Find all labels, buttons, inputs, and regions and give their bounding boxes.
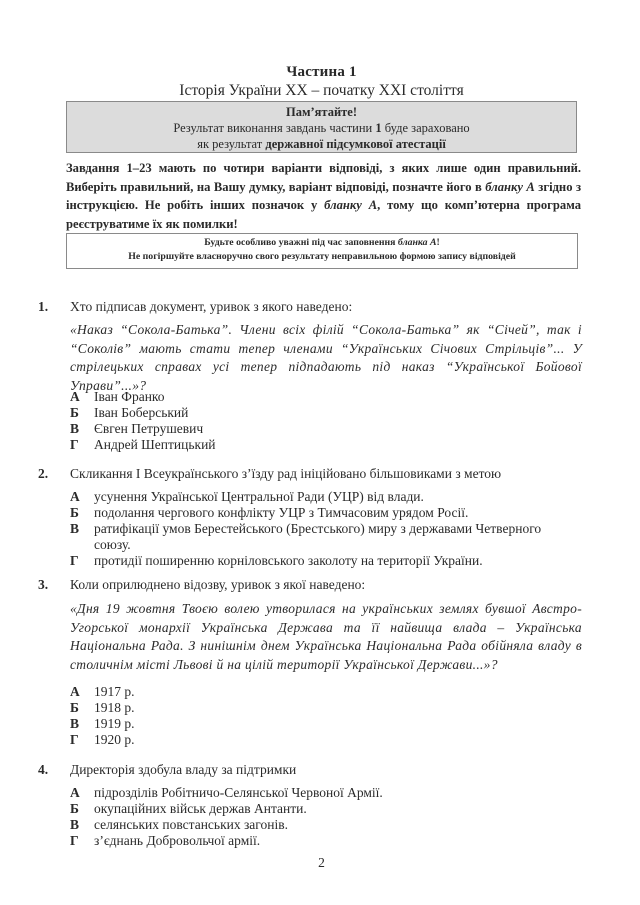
remember-title: Пам’ятайте!	[285, 105, 357, 119]
remember-line-2-text: як результат	[197, 137, 266, 151]
option-letter: А	[70, 389, 80, 404]
warning-blank-a: бланка А	[397, 237, 437, 248]
option-text: усунення Української Центральної Ради (УЦР) від влади.	[94, 489, 424, 504]
answer-options	[70, 785, 550, 849]
question-quote: «Дня 19 жовтня Твоєю волею утворилася на українських землях бувшої Австро-Угорської монархії Українська Держава та її найвища влада – Українська Національна Рада. З нинішнім днем Українська Національна Рада обійняла владу в столичнім місті Львові й на цілій території Української Держави...»?	[70, 601, 582, 672]
answer-option[interactable]	[70, 801, 550, 817]
remember-part-number: 1	[375, 121, 382, 135]
option-text: Андрей Шептицький	[94, 437, 216, 452]
instructions-blank-a-2: бланку А	[324, 198, 378, 212]
option-text: 1919 р.	[94, 716, 135, 731]
option-text: селянських повстанських загонів.	[94, 817, 288, 832]
option-letter: В	[70, 421, 80, 436]
option-text: ратифікації умов Берестейського (Брестського) миру з державами Четверного союзу.	[94, 521, 542, 552]
option-letter: В	[70, 817, 80, 832]
option-letter: Б	[70, 505, 79, 520]
answer-option[interactable]	[70, 700, 550, 716]
answer-options	[70, 684, 550, 748]
warning-box	[66, 233, 578, 269]
question-text: Хто підписав документ, уривок з якого наведено:	[70, 299, 353, 314]
option-text: 1917 р.	[94, 684, 135, 699]
question-quote: «Наказ “Сокола-Батька”. Члени всіх філій “Сокола-Батька” як “Січей”, так і “Соколів” мають стати тепер членами “Українських Січових Стрільців”... У стрілецьких справах усі тепер підпадають під наказ “Української Бойової Управи”...»?	[70, 322, 582, 393]
instructions-blank-a-1: бланку А	[485, 179, 535, 194]
answer-option[interactable]	[70, 553, 550, 569]
option-letter: Г	[70, 732, 79, 747]
remember-attestation: державної підсумкової атестації	[265, 137, 446, 151]
option-letter: Г	[70, 553, 79, 568]
option-text: з’єднань Добровольчої армії.	[94, 833, 261, 848]
answer-options	[70, 389, 550, 453]
option-letter: Б	[70, 801, 79, 816]
option-text: окупаційних військ держав Антанти.	[94, 801, 307, 816]
warning-line-1-text: Будьте особливо уважні під час заповнення	[204, 237, 398, 248]
question-text: Коли оприлюднено відозву, уривок з якої наведено:	[70, 577, 366, 592]
part-title: Частина 1	[286, 64, 357, 80]
answer-option[interactable]	[70, 405, 550, 421]
option-text: подолання чергового конфлікту УЦР з Тимчасовим урядом Росії.	[94, 505, 469, 520]
option-text: Іван Франко	[94, 389, 165, 404]
remember-line-1-text: Результат виконання завдань частини	[173, 121, 376, 135]
option-letter: Б	[70, 405, 79, 420]
option-letter: А	[70, 684, 80, 699]
option-text: 1920 р.	[94, 732, 135, 747]
option-letter: Г	[70, 833, 79, 848]
part-subtitle: Історія України ХХ – початку ХХІ століття	[179, 82, 464, 99]
option-letter: Г	[70, 437, 79, 452]
answer-option[interactable]	[70, 389, 550, 405]
answer-options	[70, 489, 550, 569]
answer-option[interactable]	[70, 505, 550, 521]
option-letter: В	[70, 716, 80, 731]
answer-option[interactable]	[70, 521, 550, 553]
option-text: 1918 р.	[94, 700, 135, 715]
option-text: Іван Боберський	[94, 405, 189, 420]
warning-line-1-end: !	[436, 237, 440, 248]
remember-line-1-end: буде зараховано	[381, 121, 470, 135]
instructions-text-2: згідно з інструкцією. Не робіть інших позначок у	[66, 179, 582, 212]
answer-option[interactable]	[70, 817, 550, 833]
answer-option[interactable]	[70, 732, 550, 748]
instructions-paragraph	[66, 159, 581, 233]
option-text: протидії поширенню корніловського заколоту на території України.	[94, 553, 483, 568]
page-number: 2	[318, 855, 325, 870]
answer-option[interactable]	[70, 421, 550, 437]
remember-line-2	[67, 136, 576, 152]
option-letter: А	[70, 785, 80, 800]
instructions-text-1: Завдання 1–23 мають по чотири варіанти відповіді, з яких лише один правильний. Виберіть правильний, на Вашу думку, варіант відповіді, позначте його в	[66, 161, 581, 194]
answer-option[interactable]	[70, 785, 550, 801]
answer-option[interactable]	[70, 437, 550, 453]
warning-line-2: Не погіршуйте власноручно свого результату неправильною формою запису відповідей	[128, 251, 516, 262]
answer-option[interactable]	[70, 833, 550, 849]
answer-option[interactable]	[70, 684, 550, 700]
option-text: Євген Петрушевич	[94, 421, 204, 436]
remember-line-1	[67, 120, 576, 136]
question-number: 3.	[38, 577, 49, 592]
answer-option[interactable]	[70, 489, 550, 505]
remember-notice-box	[66, 101, 577, 153]
option-text: підрозділів Робітничо-Селянської Червоної Армії.	[94, 785, 383, 800]
option-letter: Б	[70, 700, 79, 715]
question-number: 2.	[38, 466, 49, 481]
instructions-text-3: , тому що комп’ютерна програма реєструватиме їх як помилки!	[66, 198, 581, 231]
question-number: 1.	[38, 299, 49, 314]
question-text: Директорія здобула владу за підтримки	[70, 762, 297, 777]
question-number: 4.	[38, 762, 49, 777]
warning-line-1	[67, 236, 577, 250]
option-letter: А	[70, 489, 80, 504]
option-letter: В	[70, 521, 80, 536]
question-text: Скликання І Всеукраїнського з’їзду рад ініційовано більшовиками з метою	[70, 466, 502, 481]
answer-option[interactable]	[70, 716, 550, 732]
